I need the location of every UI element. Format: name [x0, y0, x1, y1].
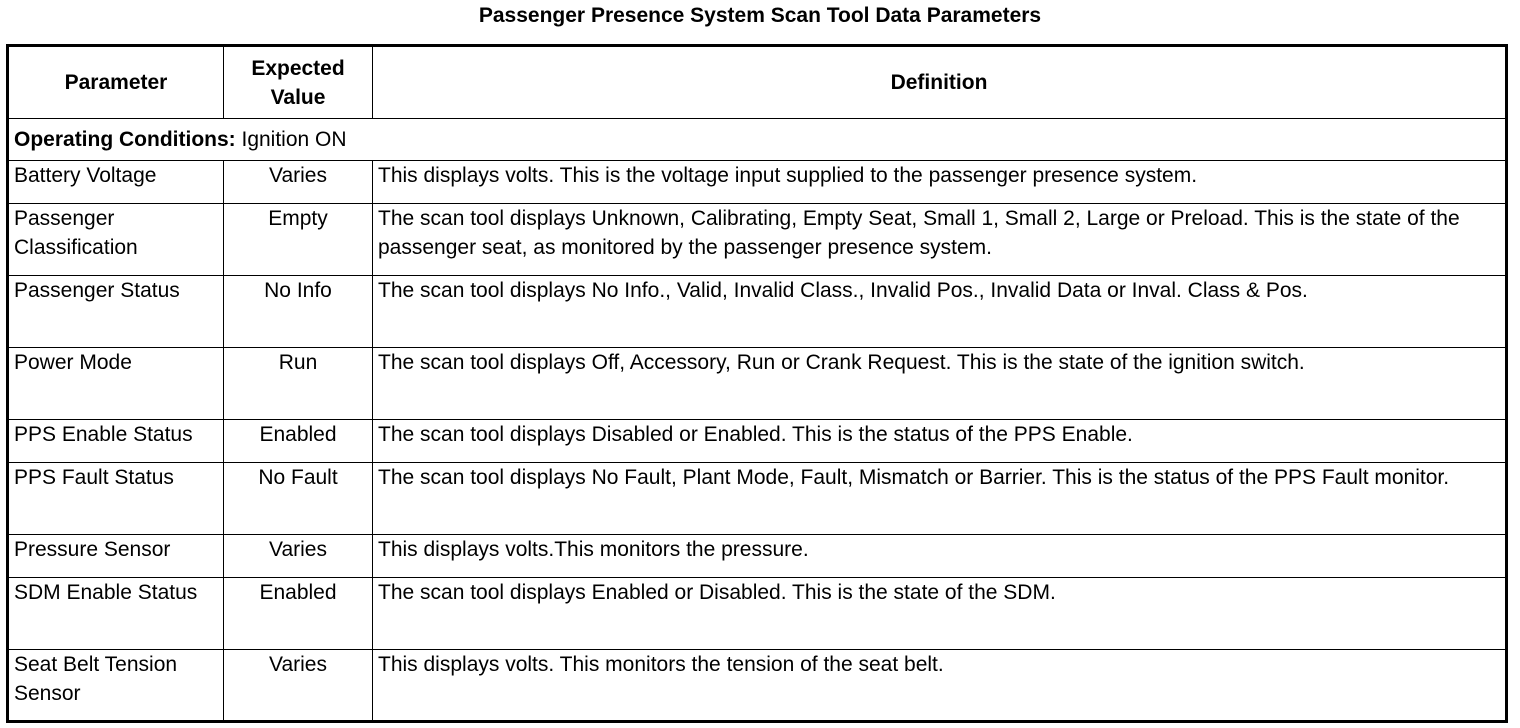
row-parameter: Power Mode	[8, 348, 224, 420]
row-expected-value: Varies	[224, 650, 373, 722]
operating-conditions-cell	[8, 119, 1507, 161]
table-row	[8, 204, 1507, 276]
row-definition: This displays volts. This is the voltage input supplied to the passenger presence system.	[373, 161, 1507, 204]
row-definition: The scan tool displays Disabled or Enabled. This is the status of the PPS Enable.	[373, 420, 1507, 463]
scan-tool-parameters-table	[6, 44, 1508, 723]
row-expected-value: Empty	[224, 204, 373, 276]
table-row	[8, 348, 1507, 420]
row-definition: This displays volts. This monitors the tension of the seat belt.	[373, 650, 1507, 722]
table-row	[8, 535, 1507, 578]
document-title: Passenger Presence System Scan Tool Data Parameters	[478, 4, 1042, 27]
row-expected-value: No Info	[224, 276, 373, 348]
row-parameter: Battery Voltage	[8, 161, 224, 204]
header-expected-value: Expected Value	[224, 46, 373, 119]
row-definition: The scan tool displays Enabled or Disabled. This is the state of the SDM.	[373, 578, 1507, 650]
row-expected-value: Run	[224, 348, 373, 420]
table-header-row	[8, 46, 1507, 119]
header-definition: Definition	[373, 46, 1507, 119]
row-expected-value: Varies	[224, 535, 373, 578]
row-parameter: Seat Belt Tension Sensor	[8, 650, 224, 722]
operating-conditions-value: Ignition ON	[235, 128, 347, 151]
row-expected-value: Enabled	[224, 578, 373, 650]
operating-conditions-row	[8, 119, 1507, 161]
row-parameter: Passenger Status	[8, 276, 224, 348]
row-definition: The scan tool displays No Fault, Plant Mode, Fault, Mismatch or Barrier. This is the status of the PPS Fault monitor.	[373, 463, 1507, 535]
row-parameter: Pressure Sensor	[8, 535, 224, 578]
operating-conditions-label: Operating Conditions:	[14, 128, 236, 151]
header-parameter: Parameter	[8, 46, 224, 119]
table-row	[8, 276, 1507, 348]
table-row	[8, 650, 1507, 722]
row-definition: The scan tool displays Off, Accessory, Run or Crank Request. This is the state of the ignition switch.	[373, 348, 1507, 420]
row-parameter: SDM Enable Status	[8, 578, 224, 650]
row-expected-value: Varies	[224, 161, 373, 204]
row-definition: The scan tool displays Unknown, Calibrating, Empty Seat, Small 1, Small 2, Large or Preload. This is the state of the passenger seat, as monitored by the passenger presence system.	[373, 204, 1507, 276]
table-row	[8, 578, 1507, 650]
row-parameter: PPS Enable Status	[8, 420, 224, 463]
table-row	[8, 420, 1507, 463]
row-parameter: PPS Fault Status	[8, 463, 224, 535]
table-row	[8, 463, 1507, 535]
row-parameter: Passenger Classification	[8, 204, 224, 276]
row-expected-value: No Fault	[224, 463, 373, 535]
row-expected-value: Enabled	[224, 420, 373, 463]
table-row	[8, 161, 1507, 204]
row-definition: The scan tool displays No Info., Valid, Invalid Class., Invalid Pos., Invalid Data or Inval. Class & Pos.	[373, 276, 1507, 348]
row-definition: This displays volts.This monitors the pressure.	[373, 535, 1507, 578]
